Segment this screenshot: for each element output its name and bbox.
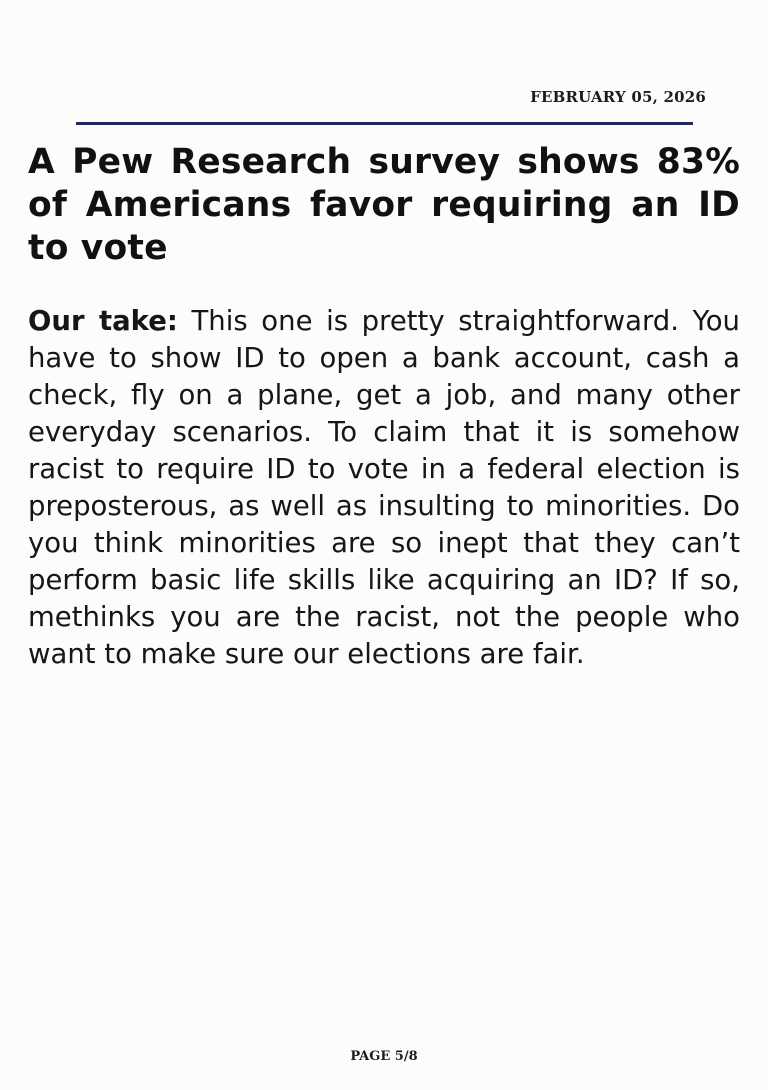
article-body: [28, 303, 740, 673]
lead-label: Our take:: [28, 305, 178, 337]
date-line: FEBRUARY 05, 2026: [530, 88, 706, 106]
page-number: PAGE 5/8: [350, 1049, 418, 1064]
header-divider: [76, 122, 693, 125]
article-headline: A Pew Research survey shows 83% of Americans favor requiring an ID to vote: [28, 142, 740, 268]
body-text: This one is pretty straightforward. You have to show ID to open a bank account, cash a check, fly on a plane, get a job, and many other everyday scenarios. To claim that it is somehow racist to require ID to vote in a federal election is preposterous, as well as insulting to minorities. Do you think minorities are so inept that they can’t perform basic life skills like acquiring an ID? If so, methinks you are the racist, not the people who want to make sure our elections are fair.: [28, 305, 740, 670]
